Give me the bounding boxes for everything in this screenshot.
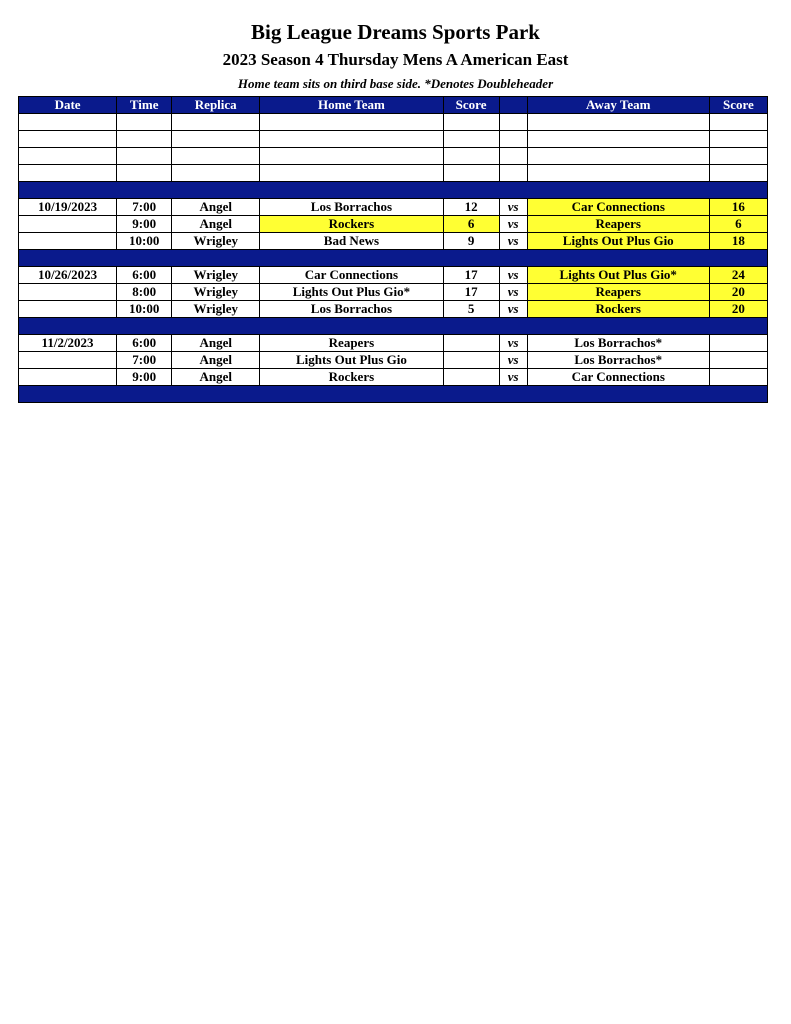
table-cell (527, 148, 709, 165)
table-cell (117, 148, 172, 165)
column-header-home-team: Home Team (260, 97, 443, 114)
vs-cell: vs (499, 267, 527, 284)
replica-cell: Wrigley (172, 233, 260, 250)
away-team-cell: Los Borrachos* (527, 352, 709, 369)
date-cell (19, 352, 117, 369)
time-cell: 10:00 (117, 301, 172, 318)
date-cell (19, 301, 117, 318)
table-cell (709, 165, 767, 182)
table-cell (172, 131, 260, 148)
replica-cell: Angel (172, 369, 260, 386)
home-team-cell: Lights Out Plus Gio (260, 352, 443, 369)
table-cell (117, 114, 172, 131)
table-cell (172, 114, 260, 131)
replica-cell: Wrigley (172, 267, 260, 284)
column-header-vs (499, 97, 527, 114)
week-separator-row (19, 318, 768, 335)
table-cell (499, 114, 527, 131)
table-cell (709, 148, 767, 165)
replica-cell: Wrigley (172, 301, 260, 318)
away-team-cell: Lights Out Plus Gio (527, 233, 709, 250)
home-team-cell: Rockers (260, 369, 443, 386)
away-team-cell: Los Borrachos* (527, 335, 709, 352)
replica-cell: Angel (172, 199, 260, 216)
vs-cell: vs (499, 199, 527, 216)
game-row (19, 284, 768, 301)
away-score-cell: 20 (709, 301, 767, 318)
game-row (19, 301, 768, 318)
table-cell (443, 148, 499, 165)
vs-cell: vs (499, 284, 527, 301)
empty-row (19, 148, 768, 165)
table-cell (709, 131, 767, 148)
column-header-date: Date (19, 97, 117, 114)
home-team-cell: Los Borrachos (260, 301, 443, 318)
away-score-cell: 20 (709, 284, 767, 301)
game-row (19, 233, 768, 250)
empty-row (19, 114, 768, 131)
time-cell: 7:00 (117, 199, 172, 216)
game-row (19, 216, 768, 233)
game-row (19, 267, 768, 284)
separator-cell (19, 250, 768, 267)
date-cell: 10/19/2023 (19, 199, 117, 216)
column-header-replica: Replica (172, 97, 260, 114)
table-cell (19, 114, 117, 131)
date-cell (19, 284, 117, 301)
home-score-cell (443, 352, 499, 369)
home-team-cell: Bad News (260, 233, 443, 250)
home-team-cell: Reapers (260, 335, 443, 352)
game-row (19, 352, 768, 369)
away-score-cell (709, 335, 767, 352)
week-separator-row (19, 386, 768, 403)
time-cell: 6:00 (117, 335, 172, 352)
replica-cell: Angel (172, 352, 260, 369)
home-team-cell: Lights Out Plus Gio* (260, 284, 443, 301)
week-separator-row (19, 182, 768, 199)
game-row (19, 199, 768, 216)
column-header-home-score: Score (443, 97, 499, 114)
separator-cell (19, 386, 768, 403)
table-cell (117, 165, 172, 182)
table-cell (499, 131, 527, 148)
vs-cell: vs (499, 335, 527, 352)
vs-cell: vs (499, 216, 527, 233)
table-cell (260, 114, 443, 131)
empty-row (19, 165, 768, 182)
date-cell (19, 216, 117, 233)
date-cell: 10/26/2023 (19, 267, 117, 284)
home-team-cell: Rockers (260, 216, 443, 233)
schedule-table (18, 96, 768, 403)
table-cell (260, 148, 443, 165)
page-subtitle: 2023 Season 4 Thursday Mens A American East (222, 50, 569, 69)
date-cell (19, 369, 117, 386)
table-cell (443, 114, 499, 131)
home-score-cell: 17 (443, 284, 499, 301)
column-header-time: Time (117, 97, 172, 114)
home-score-cell: 12 (443, 199, 499, 216)
table-cell (709, 114, 767, 131)
away-score-cell: 6 (709, 216, 767, 233)
table-cell (172, 165, 260, 182)
away-team-cell: Reapers (527, 216, 709, 233)
away-team-cell: Rockers (527, 301, 709, 318)
away-score-cell (709, 369, 767, 386)
replica-cell: Wrigley (172, 284, 260, 301)
away-score-cell: 18 (709, 233, 767, 250)
table-cell (19, 148, 117, 165)
time-cell: 8:00 (117, 284, 172, 301)
table-cell (260, 165, 443, 182)
home-score-cell: 17 (443, 267, 499, 284)
page-title: Big League Dreams Sports Park (251, 20, 540, 44)
date-cell: 11/2/2023 (19, 335, 117, 352)
separator-cell (19, 318, 768, 335)
away-score-cell (709, 352, 767, 369)
home-score-cell (443, 335, 499, 352)
away-team-cell: Reapers (527, 284, 709, 301)
table-cell (117, 131, 172, 148)
table-header-row (19, 97, 768, 114)
schedule-note: Home team sits on third base side. *Denotes Doubleheader (237, 76, 554, 91)
table-cell (443, 131, 499, 148)
table-cell (527, 131, 709, 148)
time-cell: 9:00 (117, 216, 172, 233)
replica-cell: Angel (172, 216, 260, 233)
table-cell (527, 165, 709, 182)
away-team-cell: Lights Out Plus Gio* (527, 267, 709, 284)
home-score-cell: 9 (443, 233, 499, 250)
away-team-cell: Car Connections (527, 369, 709, 386)
home-score-cell: 6 (443, 216, 499, 233)
table-cell (19, 165, 117, 182)
empty-row (19, 131, 768, 148)
vs-cell: vs (499, 352, 527, 369)
replica-cell: Angel (172, 335, 260, 352)
away-score-cell: 24 (709, 267, 767, 284)
table-cell (499, 165, 527, 182)
table-cell (527, 114, 709, 131)
week-separator-row (19, 250, 768, 267)
column-header-away-team: Away Team (527, 97, 709, 114)
column-header-away-score: Score (709, 97, 767, 114)
home-score-cell: 5 (443, 301, 499, 318)
game-row (19, 335, 768, 352)
away-score-cell: 16 (709, 199, 767, 216)
time-cell: 6:00 (117, 267, 172, 284)
away-team-cell: Car Connections (527, 199, 709, 216)
table-cell (443, 165, 499, 182)
separator-cell (19, 182, 768, 199)
time-cell: 9:00 (117, 369, 172, 386)
table-cell (499, 148, 527, 165)
home-team-cell: Los Borrachos (260, 199, 443, 216)
vs-cell: vs (499, 301, 527, 318)
vs-cell: vs (499, 369, 527, 386)
date-cell (19, 233, 117, 250)
table-cell (172, 148, 260, 165)
game-row (19, 369, 768, 386)
home-team-cell: Car Connections (260, 267, 443, 284)
table-cell (19, 131, 117, 148)
home-score-cell (443, 369, 499, 386)
time-cell: 7:00 (117, 352, 172, 369)
table-cell (260, 131, 443, 148)
vs-cell: vs (499, 233, 527, 250)
time-cell: 10:00 (117, 233, 172, 250)
